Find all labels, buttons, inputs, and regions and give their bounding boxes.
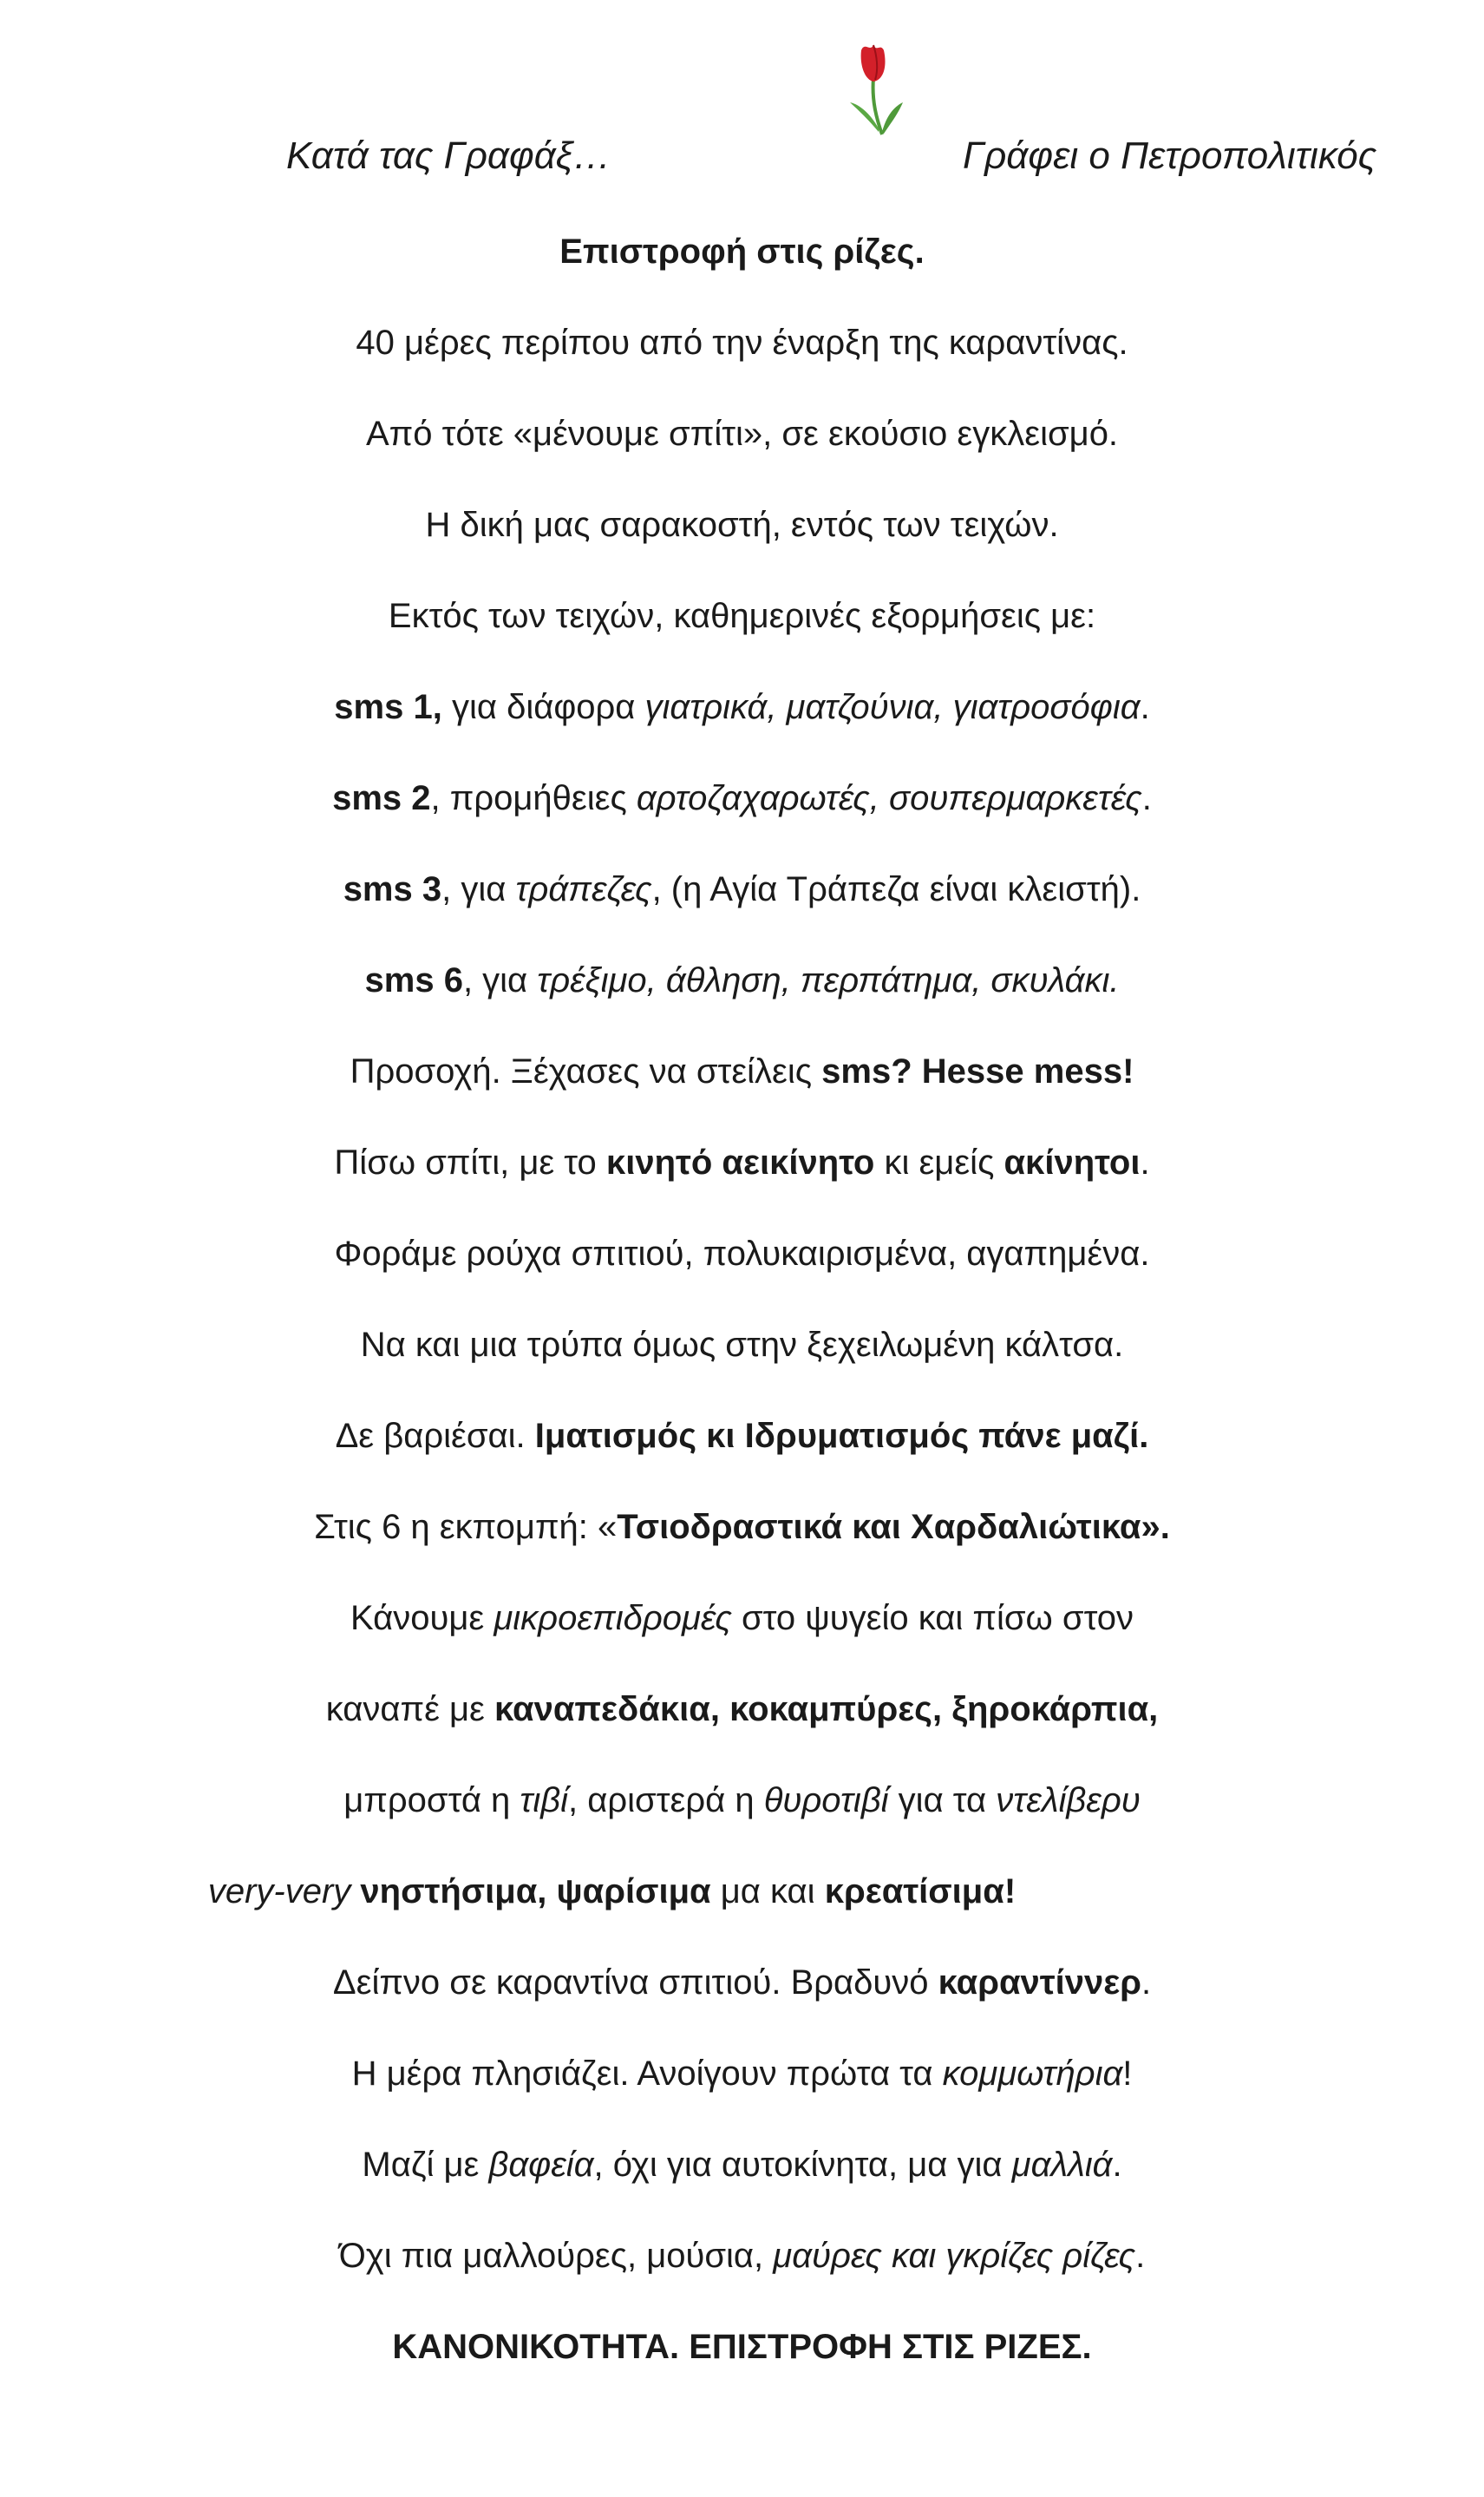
text-segment: . [1140,1144,1150,1182]
text-segment: . [1140,688,1150,726]
text-segment: . [1141,1963,1152,2002]
text-segment: very-very [207,1872,351,1910]
line-2 [0,410,1484,458]
text-segment: sms 1, [334,688,442,726]
text-segment: sms 2 [332,779,431,817]
text-segment: μικροεπιδρομές [494,1599,732,1637]
text-segment: αρτοζαχαρωτές, σουπερμαρκετές [636,779,1142,817]
line-1 [0,318,1484,367]
text-segment: κινητό αεικίνητο [605,1144,875,1182]
text-segment: , όχι για αυτοκίνητα, μα για [593,2146,1012,2184]
line-7 [0,865,1484,914]
text-segment: 40 μέρες περίπου από την έναρξη της καραντίνας. [356,324,1128,362]
line-9 [0,1047,1484,1096]
line-17 [0,1776,1484,1825]
line-3 [0,501,1484,549]
line-4 [0,592,1484,640]
text-segment: , προμήθειες [430,779,637,817]
line-5 [0,683,1484,731]
text-segment: sms 3 [343,870,442,908]
text-segment: κι εμείς [874,1144,1004,1182]
text-segment: Τσιοδραστικά και Χαρδαλιώτικα». [617,1508,1170,1546]
text-segment: καναπέ με [325,1690,494,1728]
text-segment: , για [441,870,516,908]
header-right: Γράφει ο Πετροπολιτικός [963,134,1377,177]
line-13 [0,1412,1484,1460]
text-segment: sms? Hesse mess! [821,1052,1134,1091]
tulip-icon [828,26,906,139]
text-segment: , για [462,961,538,999]
line-6 [0,774,1484,823]
text-segment: Η μέρα πλησιάζει. Ανοίγουν πρώτα τα [351,2055,943,2093]
line-8 [0,956,1484,1005]
text-segment: Ιματισμός κι Ιδρυματισμός πάνε μαζί. [534,1417,1149,1455]
text-segment: καραντίννερ [938,1963,1141,2002]
text-segment: νηστήσιμα, ψαρίσιμα [360,1872,711,1910]
line-11 [0,1229,1484,1278]
text-segment: Επιστροφή στις ρίζες. [559,233,925,271]
line-19 [0,1958,1484,2007]
text-segment: μα και [710,1872,825,1910]
text-segment: τιβί [520,1781,569,1819]
line-21 [0,2140,1484,2189]
text-segment [350,1872,360,1910]
text-segment: . [1112,2146,1122,2184]
text-segment: Κάνουμε [350,1599,494,1637]
text-segment: για τα [888,1781,997,1819]
text-segment: Μαζί με [362,2146,489,2184]
line-15 [0,1594,1484,1642]
text-segment: θυροτιβί [763,1781,889,1819]
text-segment: sms 6 [364,961,463,999]
title [0,227,1484,276]
text-segment: Φοράμε ρούχα σπιτιού, πολυκαιρισμένα, αγαπημένα. [334,1235,1150,1273]
line-14 [0,1503,1484,1551]
text-segment: μαλλιά [1011,2146,1113,2184]
text-segment: για διάφορα [441,688,645,726]
text-segment: . [1141,779,1152,817]
text-segment: , (η Αγία Τράπεζα είναι κλειστή). [651,870,1141,908]
text-segment: Από τότε «μένουμε σπίτι», σε εκούσιο εγκλεισμό. [365,415,1119,453]
line-23 [0,2323,1484,2371]
line-18 [0,1867,1354,1916]
text-segment: Δείπνο σε καραντίνα σπιτιού. Βραδυνό [332,1963,938,2002]
text-segment: . [1135,2237,1146,2275]
text-segment: μπροστά η [343,1781,520,1819]
text-segment: καναπεδάκια, κοκαμπύρες, ξηροκάρπια, [494,1690,1159,1728]
text-segment: Στις 6 η εκπομπή: « [314,1508,618,1546]
text-segment: Να και μια τρύπα όμως στην ξεχειλωμένη κάλτσα. [360,1326,1124,1364]
text-segment: ακίνητοι [1003,1144,1141,1182]
text-segment: Πίσω σπίτι, με το [334,1144,606,1182]
text-segment: κρεατίσιμα! [824,1872,1017,1910]
line-16 [0,1685,1484,1733]
text-segment: ! [1122,2055,1133,2093]
text-segment: τρέξιμο, άθληση, περπάτημα, σκυλάκι. [537,961,1120,999]
text-segment: γιατρικά, ματζούνια, γιατροσόφια [644,688,1141,726]
text-segment: Όχι πια μαλλούρες, μούσια, [338,2237,774,2275]
text-segment: Προσοχή. Ξέχασες να στείλεις [350,1052,822,1091]
text-segment: ΚΑΝΟΝΙΚΟΤΗΤΑ. ΕΠΙΣΤΡΟΦΗ ΣΤΙΣ ΡΙΖΕΣ. [392,2328,1092,2366]
line-22 [0,2232,1484,2280]
text-segment: μαύρες και γκρίζες ρίζες [773,2237,1136,2275]
line-12 [0,1321,1484,1369]
text-segment: Η δική μας σαρακοστή, εντός των τειχών. [425,506,1059,544]
text-segment: Εκτός των τειχών, καθημερινές εξορμήσεις με: [388,597,1096,635]
text-segment: Δε βαριέσαι. [335,1417,535,1455]
text-segment: , αριστερά η [568,1781,764,1819]
text-segment: τράπεζες [515,870,652,908]
header-left: Κατά τας Γραφάξ… [286,134,611,177]
text-segment: στο ψυγείο και πίσω στον [731,1599,1134,1637]
text-segment: ντελίβερυ [996,1781,1141,1819]
line-20 [0,2049,1484,2098]
text-segment: κομμωτήρια [942,2055,1123,2093]
line-10 [0,1138,1484,1187]
text-segment: βαφεία [488,2146,594,2184]
